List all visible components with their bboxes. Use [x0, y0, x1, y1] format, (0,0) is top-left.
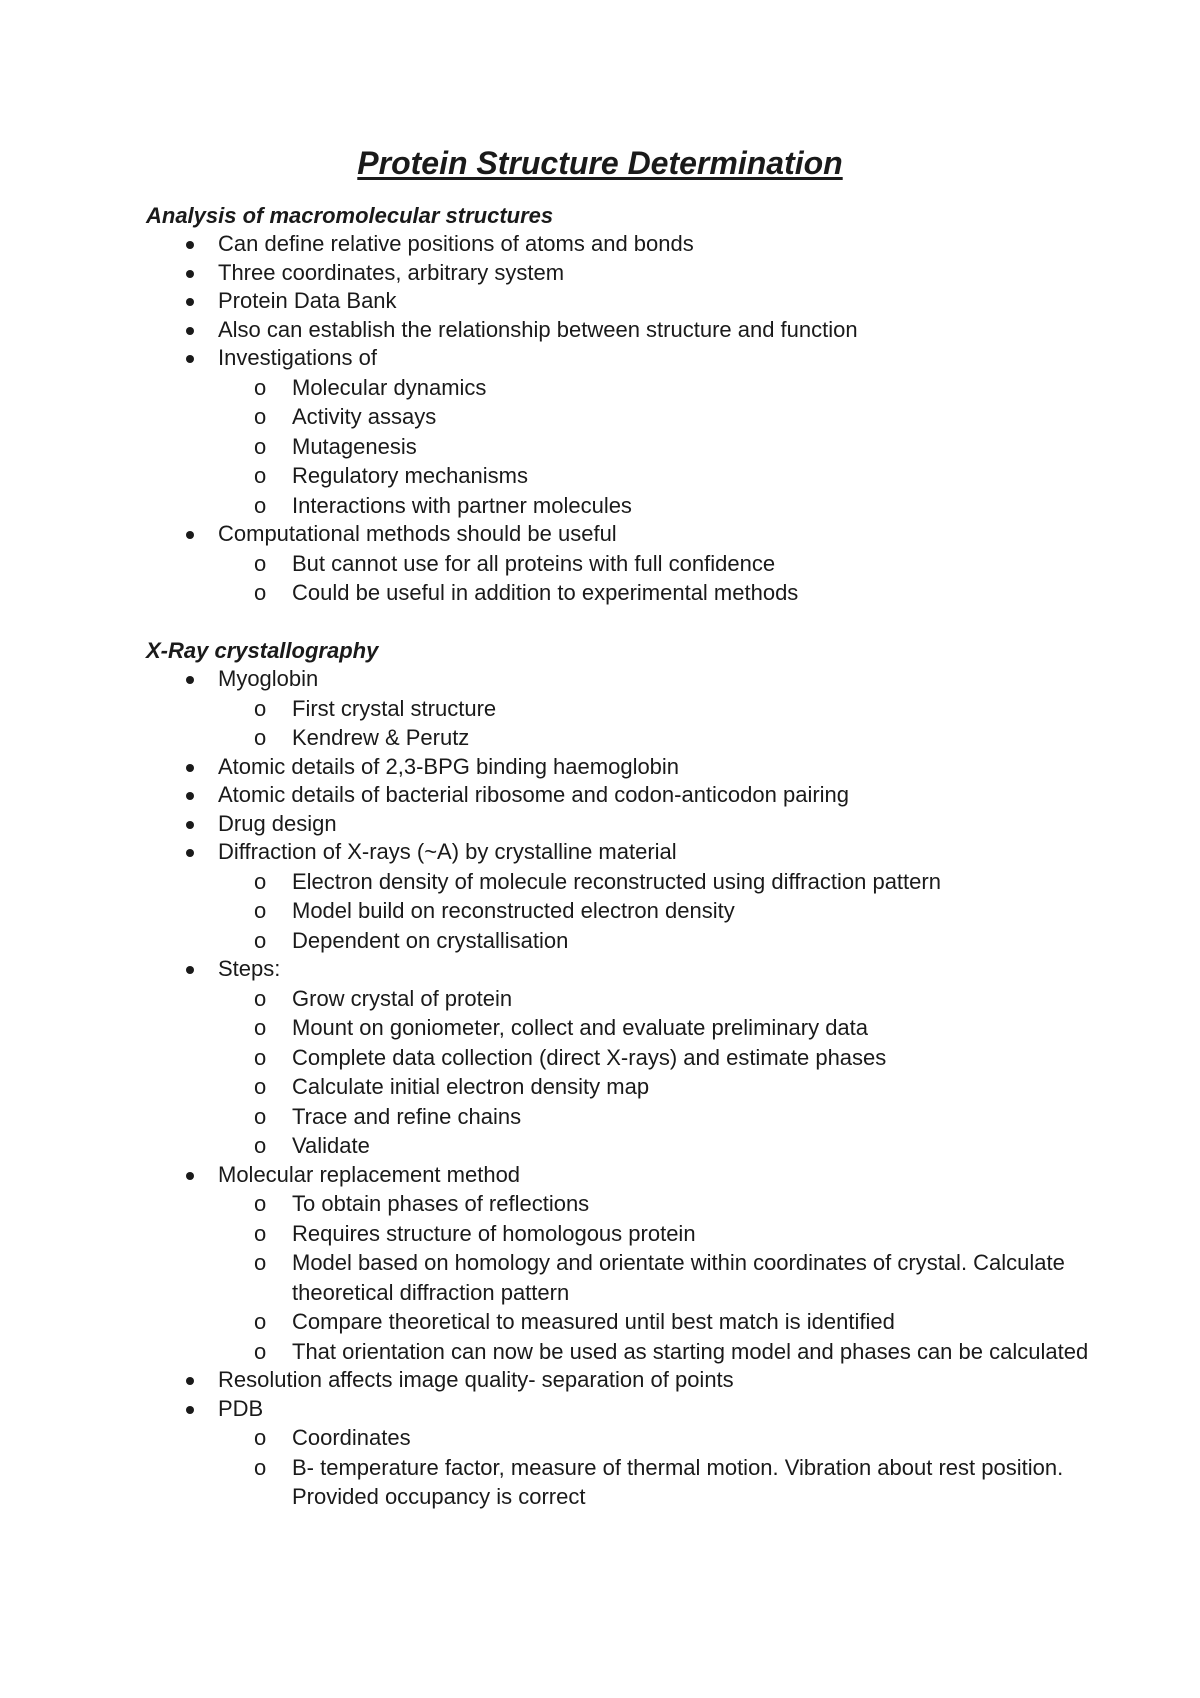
sub-bullet-marker: o	[254, 927, 267, 953]
sub-bullet-marker: o	[254, 1191, 267, 1216]
sub-bullet-marker: o	[254, 580, 267, 605]
sub-bullet-marker: o	[254, 695, 267, 721]
sub-list-item	[146, 1072, 1106, 1102]
sub-list-item	[146, 867, 1106, 897]
list-item: Molecular replacement method	[146, 1161, 1106, 1190]
sub-list-item	[146, 461, 1106, 491]
sub-bullet-marker: o	[254, 404, 267, 429]
list-item: Drug design	[146, 810, 1106, 839]
list-item: Can define relative positions of atoms and bonds	[146, 230, 1106, 259]
sub-list-item-text: Validate	[292, 1133, 370, 1158]
sub-list-item	[146, 1423, 1106, 1453]
sub-bullet-marker: o	[254, 492, 267, 518]
sub-bullet-marker: o	[254, 1250, 267, 1275]
sub-list-item-text: Mount on goniometer, collect and evaluate preliminary data	[292, 1015, 869, 1040]
sub-list-item-text: Electron density of molecule reconstructed using diffraction pattern	[292, 868, 941, 894]
sub-bullet-marker: o	[254, 1220, 267, 1246]
sub-bullet-marker: o	[254, 463, 267, 488]
sub-list-item-text: But cannot use for all proteins with full confidence	[292, 550, 776, 576]
sub-list-item-text: Model build on reconstructed electron density	[292, 898, 735, 923]
sub-list-item-text: Grow crystal of protein	[292, 985, 513, 1011]
sub-bullet-marker: o	[254, 1309, 267, 1334]
sub-bullet-marker: o	[254, 433, 267, 459]
sub-bullet-marker: o	[254, 868, 267, 894]
sub-list-item-text: Coordinates	[292, 1425, 411, 1450]
sub-list-item-text: That orientation can now be used as starting model and phases can be calculated	[292, 1338, 1089, 1364]
sub-list-item	[146, 1013, 1106, 1043]
sub-list-item-text: Molecular dynamics	[292, 374, 487, 400]
sub-list-item-text: Activity assays	[292, 404, 437, 429]
sub-list-item-text: Requires structure of homologous protein	[292, 1220, 696, 1246]
list-item: Myoglobin	[146, 665, 1106, 694]
section-analysis	[146, 202, 1106, 608]
list-item: PDB	[146, 1395, 1106, 1424]
sub-list-item-text: Model based on homology and orientate within coordinates of crystal. Calculate theoretical diffraction pattern	[292, 1250, 1065, 1305]
list-item: Steps:	[146, 955, 1106, 984]
sub-list-item	[146, 723, 1106, 753]
bullet-list	[146, 230, 1106, 608]
sub-bullet-marker: o	[254, 1133, 267, 1158]
sub-list-item	[146, 402, 1106, 432]
sub-list-item	[146, 1189, 1106, 1219]
list-item: Protein Data Bank	[146, 287, 1106, 316]
list-item: Computational methods should be useful	[146, 520, 1106, 549]
sub-list-item-text: B- temperature factor, measure of thermal motion. Vibration about rest position. Provided occupancy is correct	[292, 1454, 1064, 1509]
sub-list-item	[146, 1043, 1106, 1073]
sub-list-item	[146, 896, 1106, 926]
sub-list-item-text: Mutagenesis	[292, 433, 417, 459]
sub-bullet-marker: o	[254, 550, 267, 576]
sub-list-item-text: Compare theoretical to measured until best match is identified	[292, 1309, 895, 1334]
list-item: Atomic details of bacterial ribosome and codon-anticodon pairing	[146, 781, 1106, 810]
sub-bullet-marker: o	[254, 1103, 267, 1129]
sub-list-item	[146, 694, 1106, 724]
sub-list-item	[146, 491, 1106, 521]
sub-list-item	[146, 578, 1106, 608]
page-title: Protein Structure Determination	[357, 145, 843, 181]
sub-list-item-text: Trace and refine chains	[292, 1103, 522, 1129]
sub-list-item	[146, 1453, 1106, 1512]
sub-list-item-text: Interactions with partner molecules	[292, 492, 632, 518]
sub-list-item	[146, 984, 1106, 1014]
sub-list-item-text: Dependent on crystallisation	[292, 927, 569, 953]
sub-list-item-text: Kendrew & Perutz	[292, 725, 470, 750]
list-item: Also can establish the relationship between structure and function	[146, 316, 1106, 345]
sub-list-item	[146, 549, 1106, 579]
sub-bullet-marker: o	[254, 374, 267, 400]
sub-bullet-marker: o	[254, 985, 267, 1011]
sub-list-item	[146, 1131, 1106, 1161]
bullet-list	[146, 665, 1106, 1512]
sub-bullet-marker: o	[254, 898, 267, 923]
sub-list-item	[146, 1102, 1106, 1132]
sub-bullet-marker: o	[254, 1338, 267, 1364]
sub-list-item-text: Regulatory mechanisms	[292, 463, 528, 488]
sub-list-item	[146, 432, 1106, 462]
list-item: Resolution affects image quality- separation of points	[146, 1366, 1106, 1395]
sub-list-item	[146, 1219, 1106, 1249]
sub-bullet-marker: o	[254, 1454, 267, 1480]
list-item: Atomic details of 2,3-BPG binding haemoglobin	[146, 753, 1106, 782]
sub-bullet-marker: o	[254, 1074, 267, 1099]
sub-list-item-text: Complete data collection (direct X-rays) and estimate phases	[292, 1044, 887, 1070]
sub-list-item	[146, 1337, 1106, 1367]
list-item: Three coordinates, arbitrary system	[146, 259, 1106, 288]
sub-list-item	[146, 1307, 1106, 1337]
sub-bullet-marker: o	[254, 1044, 267, 1070]
sub-bullet-marker: o	[254, 1425, 267, 1450]
section-xray-crystallography	[146, 637, 1106, 1512]
section-heading: X-Ray crystallography	[146, 638, 379, 663]
sub-list-item	[146, 373, 1106, 403]
sub-list-item-text: First crystal structure	[292, 695, 497, 721]
sub-list-item	[146, 926, 1106, 956]
sub-list-item-text: To obtain phases of reflections	[292, 1191, 590, 1216]
section-heading: Analysis of macromolecular structures	[146, 203, 554, 228]
sub-list-item	[146, 1248, 1106, 1307]
list-item: Diffraction of X-rays (~A) by crystalline material	[146, 838, 1106, 867]
sub-list-item-text: Could be useful in addition to experimental methods	[292, 580, 799, 605]
sub-bullet-marker: o	[254, 725, 267, 750]
list-item: Investigations of	[146, 344, 1106, 373]
sub-bullet-marker: o	[254, 1015, 267, 1040]
sub-list-item-text: Calculate initial electron density map	[292, 1074, 650, 1099]
